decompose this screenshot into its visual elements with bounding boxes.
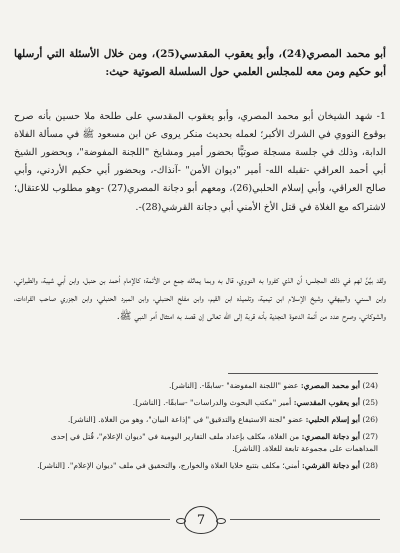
footnote-item	[28, 397, 378, 409]
footnote-name: أبو يعقوب المقدسي:	[293, 398, 360, 407]
footnote-name: أبو دجانة المصري:	[301, 432, 360, 441]
page-number-badge	[184, 506, 218, 534]
footer-ornament-line-left	[20, 519, 170, 520]
footer-ornament-line-right	[230, 519, 380, 520]
footnote-item	[28, 431, 378, 455]
paragraph-testimony: 1- شهد الشيخان أبو محمد المصري، وأبو يعقوب المقدسي على طلحة ملا حسين بأنه صرح بوقوع النووي في الشرك الأكبر؛ لعمله بحديث منكر يروى عن ابن مسعود ﷺ في مسألة الفلاة الدابة، وذلك في جلسة مسجلة صوتيًّا بحضور أمير ومشايخ "اللجنة المفوضة"، وبحضور الشيخ أبي أحمد العراقي -تقبله الله- أمير "ديوان الأمن" -آنذاك-، وبحضور أبي حكيم الأردني، وأبي صالح العراقي، وأبي إسلام الحلبي(26)، ومعهم أبو دجانة المصري(27) -وهو مطلوب للاعتقال؛ لاشتراكه مع الغلاة في قتل الأخ الأمني أبي دجانة القرشي(28)-.	[14, 110, 386, 213]
footnote-name: أبو محمد المصري:	[300, 381, 360, 390]
footnote-number: (28)	[362, 461, 378, 470]
intro-paragraph: أبو محمد المصري(24)، وأبو يعقوب المقدسي(25)، ومن خلال الأسئلة التي أرسلها أبو حكيم ومن معه للمجلس العلمي حول السلسلة الصوتية حيث:	[14, 47, 386, 78]
footnotes	[28, 380, 378, 477]
footnote-name: أبو دجانة القرشي:	[302, 461, 360, 470]
footnote-text: من الغلاة، مكلف بإعداد ملف التقارير اليومية في "ديوان الإعلام"، قُتل في إحدى المداهمات على مجموعة تابعة للغلاة. [الناشر].	[50, 432, 378, 453]
footnote-text: عضو "لجنة الاستيفاع والتدقيق" في "إذاعة البيان"، وهو من الغلاة. [الناشر].	[67, 415, 306, 424]
footnote-number: (25)	[362, 398, 378, 407]
footnote-item	[28, 380, 378, 392]
footnote-text: عضو "اللجنة المفوضة" -سابقًا-. [الناشر].	[169, 381, 301, 390]
footnote-item	[28, 460, 378, 472]
footnote-number: (27)	[362, 432, 378, 441]
footnote-text: أمني؛ مكلف بتتبع خلايا الغلاة والخوارج، والتحقيق في ملف "ديوان الإعلام". [الناشر].	[37, 461, 302, 470]
footnote-item	[28, 414, 378, 426]
footnote-text: أمير "مكتب البحوث والدراسات" -سابقًا-. [الناشر].	[132, 398, 294, 407]
page-number: 7	[196, 512, 206, 528]
paragraph-imams: ولقد بيَّنَّ لهم في ذلك المجلس؛ أن الذي كفروا به النووي، قال به وبما يماثله جمع من الأئمة؛ كالإمام أحمد بن حنبل، وابن أبي شيبة، والطبراني، وابن السني، والبيهقي، وشيخ الإسلام ابن تيمية، وتلميذه ابن القيم، وابن مفلح الحنبلي، وابن المبرد الحنبلي، وابن الجزري صاحب القراءات، والشوكاني، وصرح عدد من أئمة الدعوة النجدية بأنه قربة إلى الله تعالى إن قصد به امتثال أمر النبي ﷺ.	[14, 274, 386, 322]
footnote-number: (24)	[362, 381, 378, 390]
footnote-separator	[228, 373, 378, 374]
footnote-number: (26)	[362, 415, 378, 424]
footnote-name: أبو إسلام الحلبي:	[305, 415, 360, 424]
